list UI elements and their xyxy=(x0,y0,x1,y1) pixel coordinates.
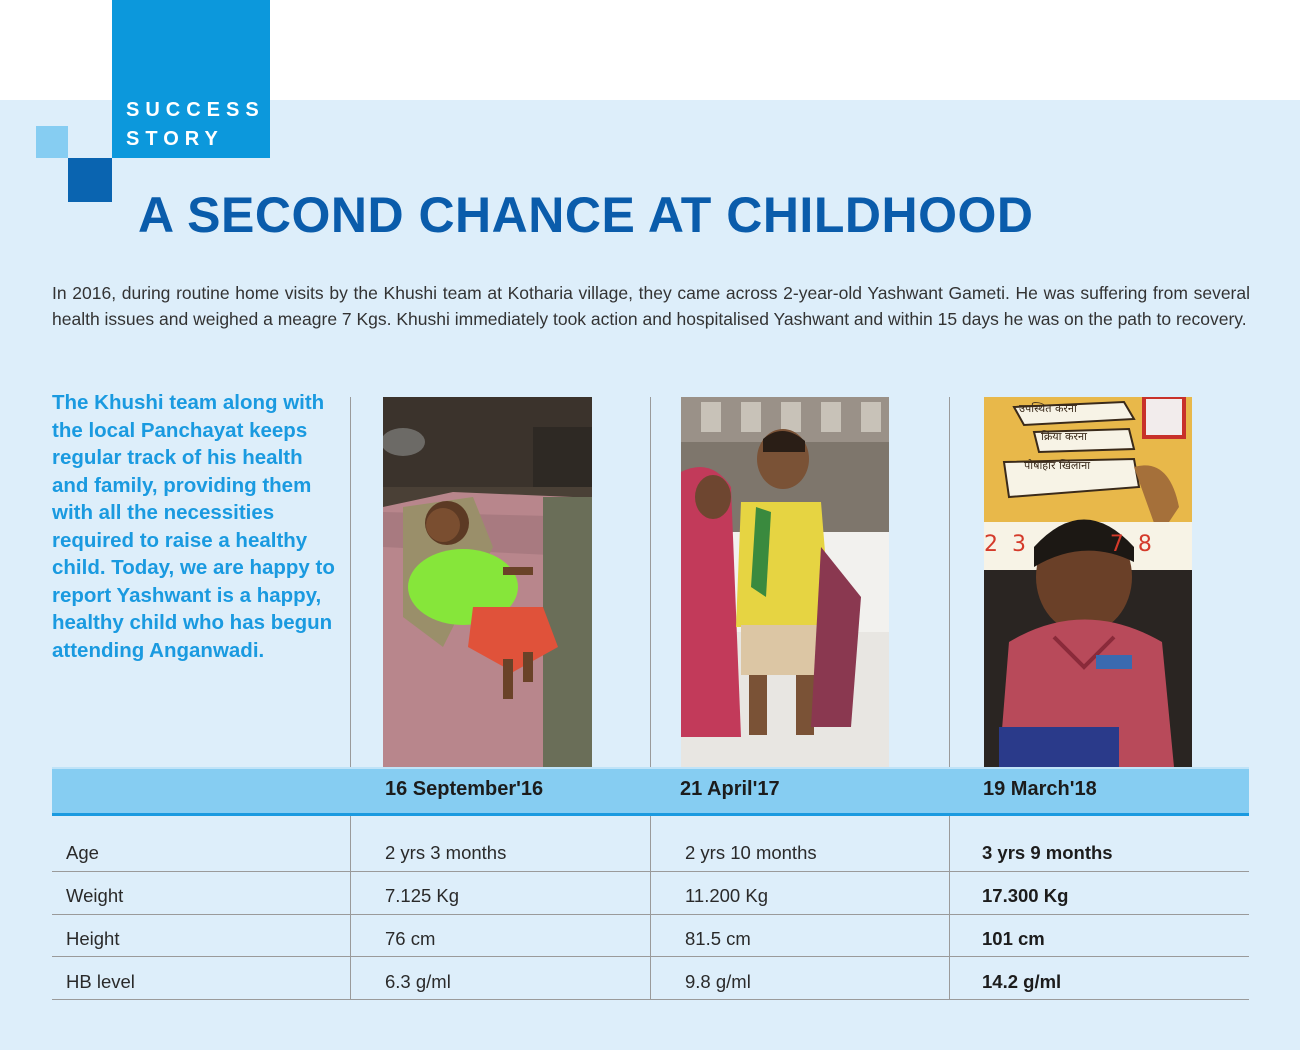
table-cell: 101 cm xyxy=(982,928,1045,949)
page-title: A SECOND CHANCE AT CHILDHOOD xyxy=(138,187,1034,243)
photo-board-text xyxy=(1019,402,1139,472)
photo-infant-image xyxy=(383,397,592,767)
table-cell: 6.3 g/ml xyxy=(385,971,451,992)
board-line-1: उपस्थित करना xyxy=(1019,402,1077,415)
table-row-divider xyxy=(52,914,1249,915)
table-row-label: Height xyxy=(66,928,120,949)
table-cell: 2 yrs 3 months xyxy=(385,842,507,863)
table-row-label: Weight xyxy=(66,885,124,906)
column-divider xyxy=(650,397,651,1000)
tag-line-1: SUCCESS xyxy=(126,99,265,121)
table-row-label: HB level xyxy=(66,971,135,992)
side-note: The Khushi team along with the local Panchayat keeps regular track of his health and family, providing them with all the necessities required to raise a healthy child. Today, we are happy to report Yashwant is a happy, healthy child who has begun attending Anganwadi. xyxy=(52,391,335,662)
column-divider xyxy=(949,397,950,1000)
table-cell: 2 yrs 10 months xyxy=(685,842,817,863)
tag-line-2: STORY xyxy=(126,128,224,150)
table-cell: 76 cm xyxy=(385,928,436,949)
table-header-date-2: 21 April'17 xyxy=(680,778,780,800)
table-cell: 11.200 Kg xyxy=(685,885,768,906)
decorative-square-light xyxy=(36,126,68,158)
board-line-3: पोषाहार खिलाना xyxy=(1024,459,1091,472)
photo-september-2016 xyxy=(383,397,592,767)
table-cell: 81.5 cm xyxy=(685,928,751,949)
column-divider xyxy=(350,397,351,1000)
table-cell: 3 yrs 9 months xyxy=(982,842,1113,863)
decorative-square-dark xyxy=(68,158,112,202)
table-cell: 7.125 Kg xyxy=(385,885,460,906)
photo-march-2018 xyxy=(984,397,1192,767)
table-cell: 17.300 Kg xyxy=(982,885,1069,906)
photo-toddler-image xyxy=(681,397,889,767)
intro-paragraph: In 2016, during routine home visits by the Khushi team at Kotharia village, they came across 2-year-old Yashwant Gameti. He was suffering from several health issues and weighed a meagre 7 Kgs. Khushi immediately took action and hospitalised Yashwant and within 15 days he was on the path to recovery. xyxy=(52,283,1250,329)
table-cell: 9.8 g/ml xyxy=(685,971,751,992)
table-row-label: Age xyxy=(66,842,99,863)
photo-board-numbers: 2 3 7 8 xyxy=(984,532,1152,557)
table-row-divider xyxy=(52,871,1249,872)
table-header-date-1: 16 September'16 xyxy=(385,778,544,800)
table-row-divider xyxy=(52,956,1249,957)
board-line-2: क्रिया करना xyxy=(1041,430,1087,443)
table-cell: 14.2 g/ml xyxy=(982,971,1062,992)
table-row-divider xyxy=(52,999,1249,1000)
photo-april-2017 xyxy=(681,397,889,767)
success-story-label xyxy=(126,96,265,154)
table-header-date-3: 19 March'18 xyxy=(983,778,1097,800)
